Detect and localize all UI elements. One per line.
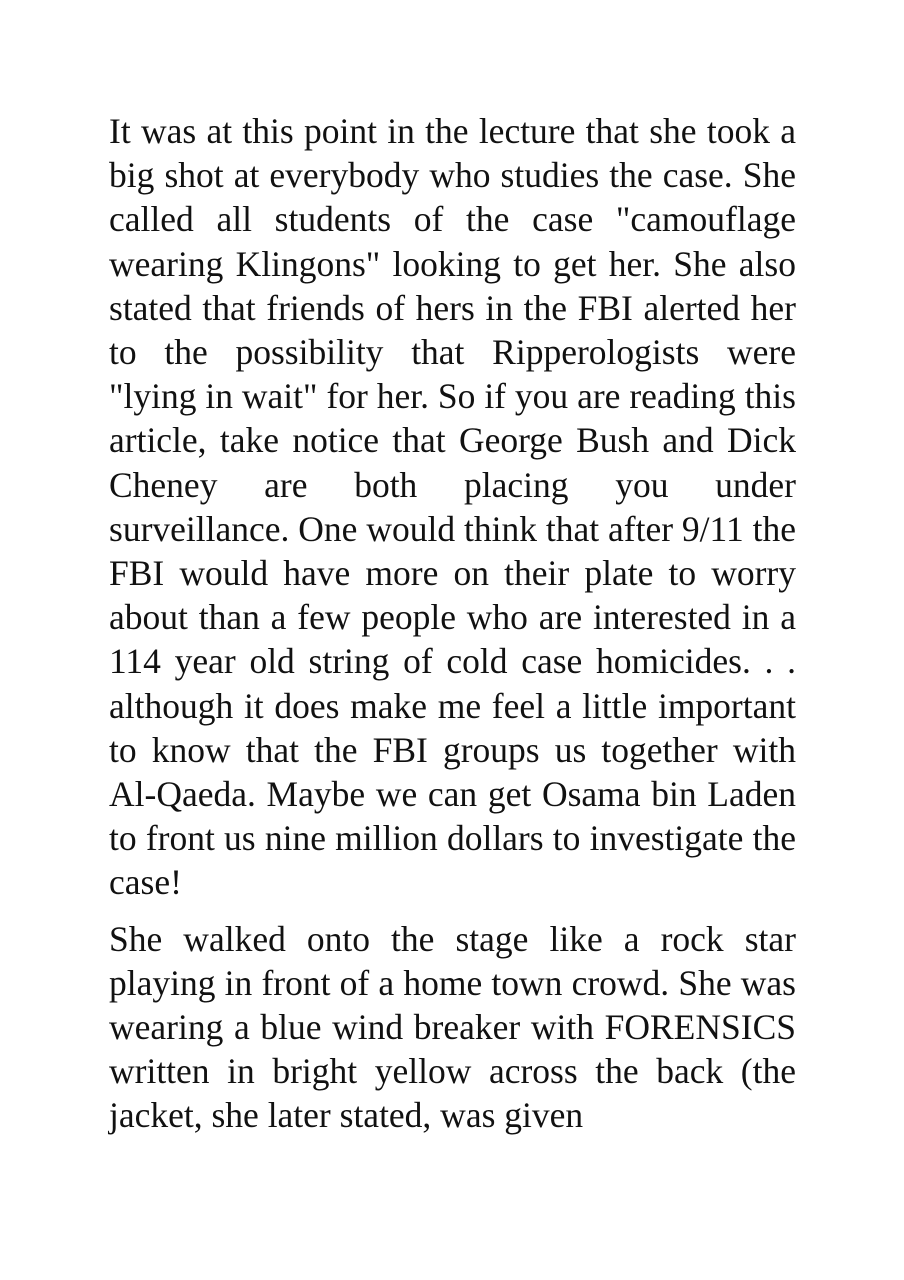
paragraph-stage-entrance: She walked onto the stage like a rock star playing in front of a home town crowd. She was wearing a blue wind breaker with FORENSICS written in bright yellow across the back (the jacket, she later stated, was given xyxy=(109,918,796,1136)
paragraph-lecture-klingons: It was at this point in the lecture that she took a big shot at everybody who studies the case. She called all students of the case "camouflage wearing Klingons" looking to get her. She also stated that friends of hers in the FBI alerted her to the possibility that Ripperologists were "lying in wait" for her. So if you are reading this article, take notice that George Bush and Dick Cheney are both placing you under surveillance. One would think that after 9/11 the FBI would have more on their plate to worry about than a few people who are interested in a 114 year old string of cold case homicides. . . although it does make me feel a little important to know that the FBI groups us together with Al-Qaeda. Maybe we can get Osama bin Laden to front us nine million dollars to investigate the case! xyxy=(109,111,796,903)
body-text xyxy=(109,109,796,1138)
